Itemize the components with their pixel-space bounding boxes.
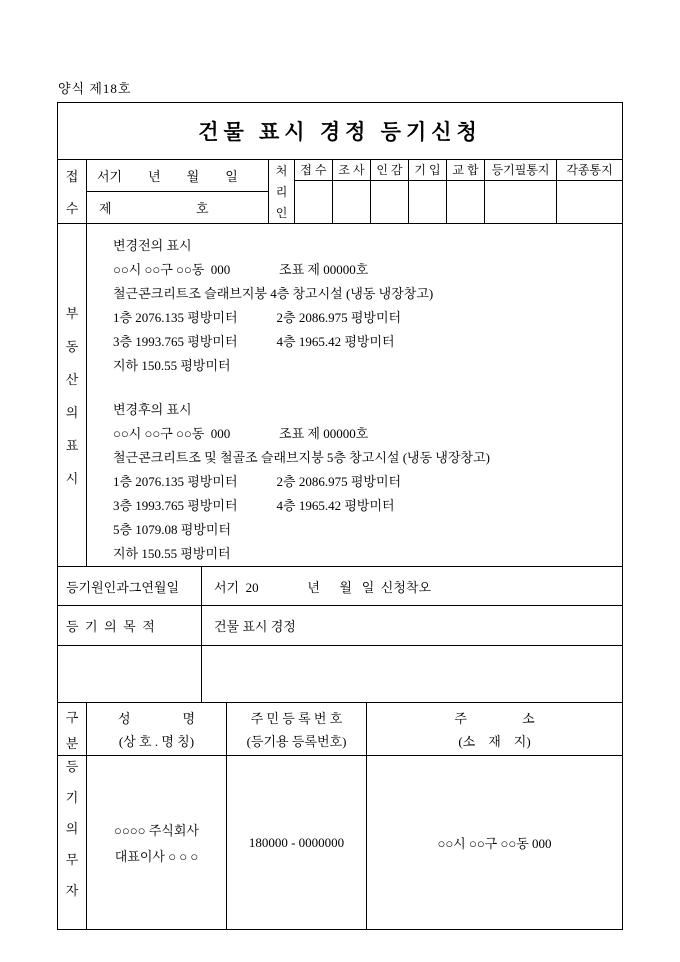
address-header	[366, 703, 622, 755]
stamp-col-reception-label: 접 수	[295, 160, 332, 181]
cause-value: 서기 20 년 월 일 신청착오	[201, 567, 622, 605]
purpose-label: 등 기 의 목 적	[66, 618, 155, 634]
before-change-heading: 변경전의 표시	[113, 238, 192, 254]
stamp-col-entry-label: 기 입	[409, 160, 446, 181]
obligor-row	[58, 756, 622, 929]
registration-form	[57, 102, 623, 930]
obligor-address-value: ○○시 ○○구 ○○동 000	[437, 836, 552, 851]
stamp-col-misc-notice	[556, 160, 622, 224]
cause-label: 등기원인과그연월일	[66, 579, 180, 595]
reception-date-cell	[86, 160, 268, 224]
address-header-top: 주 소	[454, 710, 535, 726]
stamp-col-review	[332, 160, 370, 224]
property-line: 지하 150.55 평방미터	[113, 358, 231, 374]
stamp-col-collation-label: 교 합	[447, 160, 484, 181]
stamp-col-completion-notice-label: 등기필통지	[485, 160, 556, 181]
stamp-col-collation-box	[447, 181, 484, 224]
reception-section	[58, 160, 622, 225]
form-title-row	[58, 103, 622, 160]
property-line: ○○시 ○○구 ○○동 000 조표 제 00000호	[113, 426, 369, 442]
blank-row-left	[58, 646, 201, 703]
after-change-heading: 변경후의 표시	[113, 402, 192, 418]
stamp-col-entry	[408, 160, 446, 224]
division-header: 구 분	[65, 709, 79, 751]
property-line: 1층 2076.135 평방미터 2층 2086.975 평방미터	[113, 310, 402, 326]
address-header-bottom: (소 재 지)	[458, 734, 531, 750]
stamp-col-misc-notice-label: 각종통지	[557, 160, 622, 181]
property-line: 3층 1993.765 평방미터 4층 1965.42 평방미터	[113, 334, 395, 350]
stamp-col-seal-label: 인 감	[371, 160, 408, 181]
stamp-col-review-box	[333, 181, 370, 224]
property-line: 철근콘크리트조 슬래브지붕 4층 창고시설 (냉동 냉장창고)	[113, 286, 434, 302]
stamp-col-review-label: 조 사	[333, 160, 370, 181]
obligor-address	[366, 756, 622, 929]
blank-row-right	[201, 646, 622, 703]
reception-label-cell	[58, 160, 86, 224]
property-label: 부 동 산 의 표 시	[65, 306, 79, 487]
stamp-col-entry-box	[409, 181, 446, 224]
purpose-row	[58, 606, 622, 645]
property-line: 3층 1993.765 평방미터 4층 1965.42 평방미터	[113, 498, 395, 514]
reception-label: 접 수	[65, 169, 79, 216]
name-header	[86, 703, 226, 755]
party-header-row	[58, 703, 622, 756]
property-line: 1층 2076.135 평방미터 2층 2086.975 평방미터	[113, 474, 402, 490]
name-header-bottom: (상 호 . 명 칭)	[118, 734, 195, 750]
property-description	[86, 224, 622, 566]
property-section	[58, 224, 622, 567]
processor-label: 처 리 인	[275, 163, 288, 221]
division-header-cell	[58, 703, 86, 755]
stamp-col-reception	[294, 160, 332, 224]
obligor-regno	[226, 756, 366, 929]
after-change-block	[113, 398, 622, 566]
regno-header	[226, 703, 366, 755]
obligor-name-line1: ○○○○ 주식회사	[114, 823, 199, 838]
obligor-regno-value: 180000 - 0000000	[248, 834, 345, 850]
regno-header-bottom: (등기용 등록번호)	[246, 734, 347, 750]
property-line: 철근콘크리트조 및 철골조 슬래브지붕 5층 창고시설 (냉동 냉장창고)	[113, 450, 490, 466]
stamp-col-misc-notice-box	[557, 181, 622, 224]
regno-header-top: 주 민 등 록 번 호	[250, 710, 343, 726]
obligor-label: 등 기 의 무 자	[65, 759, 79, 898]
name-header-top: 성 명	[117, 710, 196, 726]
cause-row	[58, 567, 622, 606]
obligor-label-cell	[58, 756, 86, 929]
stamp-col-completion-notice-box	[485, 181, 556, 224]
stamp-col-completion-notice	[484, 160, 556, 224]
reception-number-line: 제 호	[99, 201, 209, 217]
blank-row	[58, 646, 622, 704]
processor-label-cell	[268, 160, 294, 224]
property-line: 5층 1079.08 평방미터	[113, 522, 232, 538]
form-title: 건물 표시 경정 등기신청	[198, 119, 482, 144]
stamp-col-seal	[370, 160, 408, 224]
stamp-columns	[294, 160, 622, 224]
form-number: 양식 제18호	[58, 81, 132, 96]
obligor-name-line2: 대표이사 ○ ○ ○	[114, 849, 199, 864]
obligor-name	[86, 756, 226, 929]
stamp-col-seal-box	[371, 181, 408, 224]
reception-date-line: 서기 년 월 일	[87, 160, 268, 192]
stamp-col-reception-box	[295, 181, 332, 224]
purpose-value: 건물 표시 경정	[201, 606, 622, 644]
property-label-cell	[58, 224, 86, 566]
stamp-col-collation	[446, 160, 484, 224]
property-line: ○○시 ○○구 ○○동 000 조표 제 00000호	[113, 262, 369, 278]
property-line: 지하 150.55 평방미터	[113, 546, 231, 562]
